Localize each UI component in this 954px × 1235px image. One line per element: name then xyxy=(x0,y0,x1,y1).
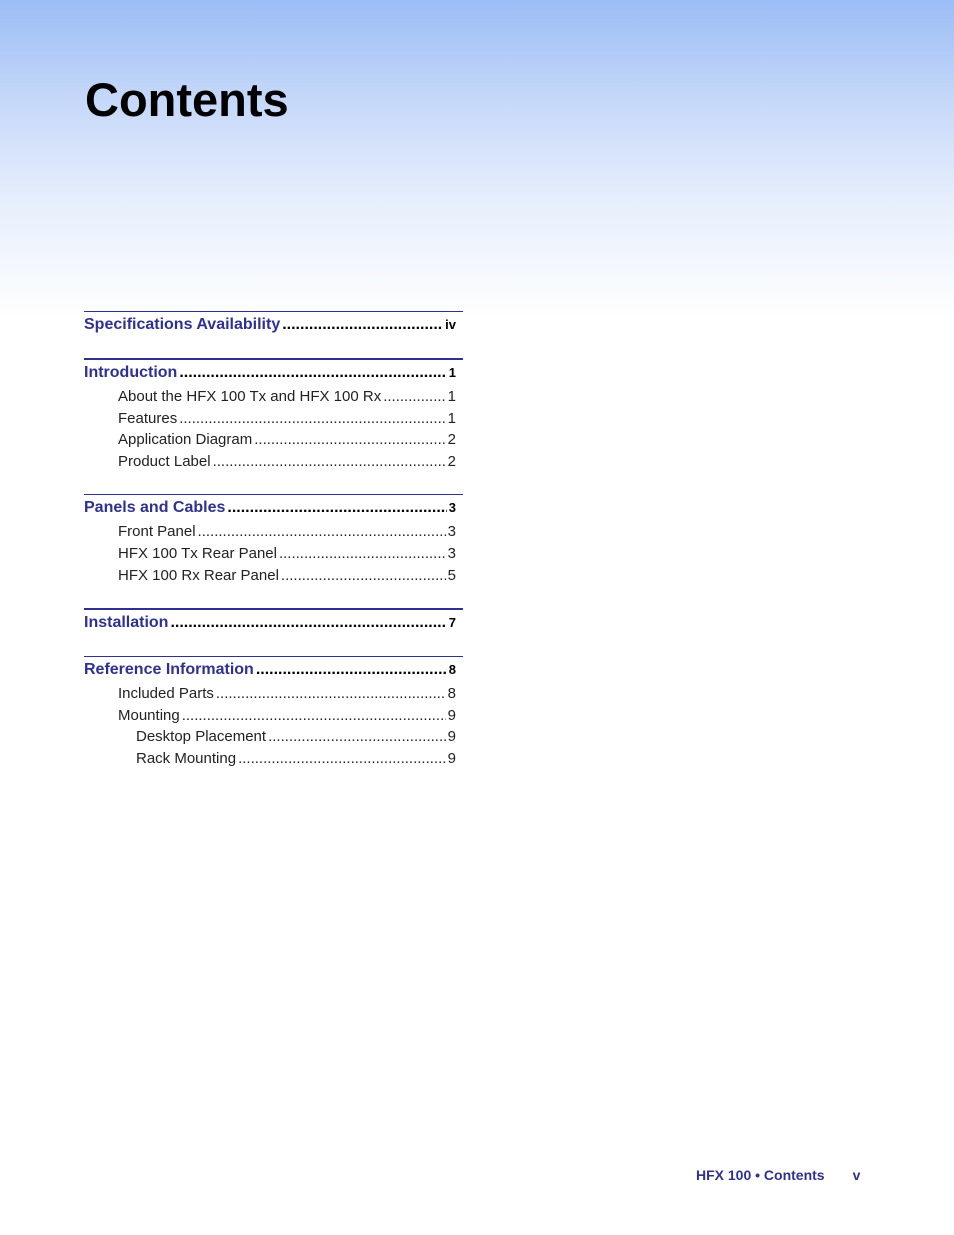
toc-heading-panels-and-cables[interactable]: Panels and Cables ..... 3 xyxy=(84,495,463,519)
toc-entry-front-panel[interactable]: Front Panel ..... 3 xyxy=(84,521,463,543)
dot-leader xyxy=(254,429,445,451)
dot-leader xyxy=(170,612,446,634)
dot-leader xyxy=(281,565,446,587)
dot-leader xyxy=(179,408,445,430)
toc-entry-desktop-placement[interactable]: Desktop Placement ..... 9 xyxy=(84,726,463,748)
toc-entry-product-label[interactable]: Product Label ..... 2 xyxy=(84,451,463,473)
toc-heading-installation[interactable]: Installation ..... 7 xyxy=(84,610,463,634)
dot-leader xyxy=(179,362,446,384)
toc-entry-included-parts[interactable]: Included Parts ..... 8 xyxy=(84,683,463,705)
toc-entry-rack-mounting[interactable]: Rack Mounting ..... 9 xyxy=(84,748,463,770)
toc-section-specifications xyxy=(84,311,463,336)
toc-heading-reference-information[interactable]: Reference Information ..... 8 xyxy=(84,657,463,681)
dot-leader xyxy=(279,543,446,565)
toc-entry-features[interactable]: Features ..... 1 xyxy=(84,408,463,430)
toc-entry-rx-rear-panel[interactable]: HFX 100 Rx Rear Panel ..... 5 xyxy=(84,565,463,587)
dot-leader xyxy=(268,726,446,748)
toc-entry-application-diagram[interactable]: Application Diagram ..... 2 xyxy=(84,429,463,451)
page-footer xyxy=(696,1167,860,1183)
toc-heading-specifications-availability[interactable]: Specifications Availability ..... iv xyxy=(84,312,463,336)
page-title: Contents xyxy=(85,73,289,126)
dot-leader xyxy=(238,748,446,770)
footer-doc-title: HFX 100 • Contents xyxy=(696,1167,825,1183)
dot-leader xyxy=(213,451,446,473)
dot-leader xyxy=(182,705,446,727)
toc-heading-introduction[interactable]: Introduction ..... 1 xyxy=(84,360,463,384)
header-gradient-banner xyxy=(0,0,954,320)
dot-leader xyxy=(216,683,446,705)
dot-leader xyxy=(282,314,443,336)
toc-entry-mounting[interactable]: Mounting ..... 9 xyxy=(84,705,463,727)
toc-section-reference-information xyxy=(84,656,463,769)
table-of-contents xyxy=(84,311,463,792)
dot-leader xyxy=(227,497,446,519)
toc-entry-tx-rear-panel[interactable]: HFX 100 Tx Rear Panel ..... 3 xyxy=(84,543,463,565)
dot-leader xyxy=(198,521,446,543)
toc-entry-about[interactable]: About the HFX 100 Tx and HFX 100 Rx ..... 1 xyxy=(84,386,463,408)
toc-section-introduction xyxy=(84,358,463,472)
toc-section-installation xyxy=(84,608,463,634)
footer-page-number: v xyxy=(852,1167,861,1183)
toc-section-panels-and-cables xyxy=(84,494,463,586)
dot-leader xyxy=(383,386,445,408)
dot-leader xyxy=(256,659,447,681)
